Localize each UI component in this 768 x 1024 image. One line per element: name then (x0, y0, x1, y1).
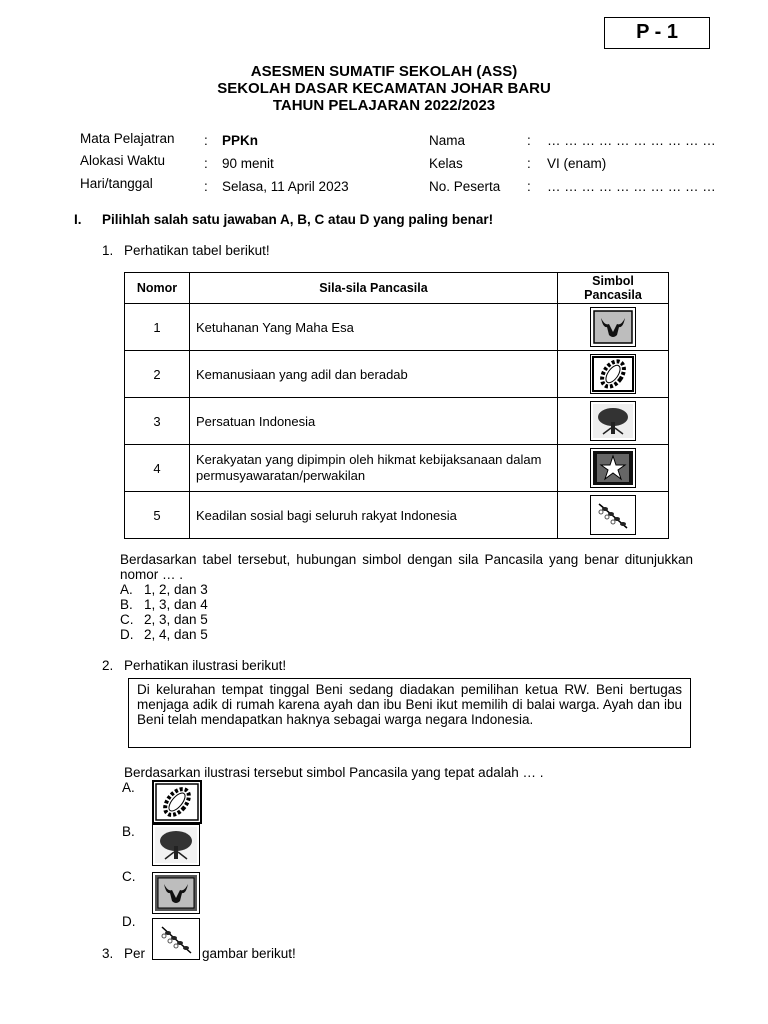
sep-time: : (204, 156, 208, 171)
row-sila: Persatuan Indonesia (190, 398, 558, 445)
q1-prompt: Perhatikan tabel berikut! (124, 243, 270, 258)
label-participant-no: No. Peserta (429, 179, 501, 194)
value-class: VI (enam) (547, 156, 607, 171)
row-number: 2 (125, 351, 190, 398)
table-row (125, 445, 669, 492)
table-row (125, 351, 669, 398)
table-row (125, 398, 669, 445)
row-symbol (558, 445, 669, 492)
title-line-2: SEKOLAH DASAR KECAMATAN JOHAR BARU (217, 80, 551, 97)
star-icon (590, 448, 636, 488)
label-class: Kelas (429, 156, 463, 171)
q2-number: 2. (102, 658, 114, 673)
sep-participant-no: : (527, 179, 531, 194)
row-symbol (558, 304, 669, 351)
q2-option-d-letter[interactable]: D. (122, 914, 136, 929)
table-row (125, 492, 669, 539)
chain-icon (590, 354, 636, 394)
row-sila: Kemanusiaan yang adil dan beradab (190, 351, 558, 398)
row-number: 5 (125, 492, 190, 539)
table-row (125, 304, 669, 351)
q2-option-a-letter[interactable]: A. (122, 780, 135, 795)
q1-option-a-letter[interactable]: A. (120, 582, 133, 597)
value-time: 90 menit (222, 156, 274, 171)
q2-question: Berdasarkan ilustrasi tersebut simbol Pancasila yang tepat adalah … . (124, 765, 544, 780)
header-nomor: Nomor (125, 273, 190, 304)
label-date: Hari/tanggal (80, 176, 153, 191)
q1-option-c-text[interactable]: 2, 3, dan 5 (144, 612, 208, 627)
title-line-1: ASESMEN SUMATIF SEKOLAH (ASS) (250, 63, 518, 80)
q1-option-b-letter[interactable]: B. (120, 597, 133, 612)
row-number: 4 (125, 445, 190, 492)
label-name: Nama (429, 133, 466, 148)
q2-prompt: Perhatikan ilustrasi berikut! (124, 658, 287, 673)
sep-class: : (527, 156, 531, 171)
row-number: 3 (125, 398, 190, 445)
label-subject: Mata Pelajatran (80, 131, 175, 146)
banteng-icon (590, 307, 636, 347)
q1-option-a-text[interactable]: 1, 2, dan 3 (144, 582, 208, 597)
pancasila-table (124, 272, 669, 539)
header-simbol: Simbol Pancasila (558, 273, 669, 304)
row-symbol (558, 351, 669, 398)
q1-option-d-text[interactable]: 2, 4, dan 5 (144, 627, 208, 642)
q3-prompt-start: Per (124, 946, 146, 961)
row-sila: Keadilan sosial bagi seluruh rakyat Indonesia (190, 492, 558, 539)
q3-number: 3. (102, 946, 114, 961)
value-date: Selasa, 11 April 2023 (222, 179, 349, 194)
row-number: 1 (125, 304, 190, 351)
sep-name: : (527, 133, 531, 148)
banyan-tree-icon[interactable] (152, 824, 200, 866)
q1-question: Berdasarkan tabel tersebut, hubungan simbol dengan sila Pancasila yang benar ditunjukkan nomor … . (120, 552, 693, 582)
label-time: Alokasi Waktu (80, 153, 166, 168)
section-instruction: Pilihlah salah satu jawaban A, B, C atau D yang paling benar! (102, 212, 494, 227)
value-subject: PPKn (222, 133, 259, 148)
q1-option-b-text[interactable]: 1, 3, dan 4 (144, 597, 208, 612)
q3-prompt-end: gambar berikut! (202, 946, 296, 961)
row-sila: Kerakyatan yang dipimpin oleh hikmat kebijaksanaan dalam permusyawaratan/perwakilan (190, 445, 558, 492)
chain-icon[interactable] (152, 780, 202, 824)
q1-number: 1. (102, 243, 114, 258)
q1-option-d-letter[interactable]: D. (120, 627, 134, 642)
value-participant-no: … … … … … … … … … … (547, 179, 716, 194)
rice-cotton-icon (590, 495, 636, 535)
row-symbol (558, 492, 669, 539)
sep-date: : (204, 179, 208, 194)
header-sila: Sila-sila Pancasila (190, 273, 558, 304)
q2-option-b-letter[interactable]: B. (122, 824, 135, 839)
document-code: P - 1 (604, 17, 710, 49)
banteng-icon[interactable] (152, 872, 200, 914)
row-symbol (558, 398, 669, 445)
banyan-tree-icon (590, 401, 636, 441)
sep-subject: : (204, 133, 208, 148)
q1-option-c-letter[interactable]: C. (120, 612, 134, 627)
value-name: … … … … … … … … … … (547, 133, 716, 148)
title-line-3: TAHUN PELAJARAN 2022/2023 (272, 97, 496, 114)
q2-story-box: Di kelurahan tempat tinggal Beni sedang diadakan pemilihan ketua RW. Beni bertugas menjaga adik di rumah karena ayah dan ibu Beni ikut memilih di balai warga. Ayah dan ibu Beni telah mendapatkan haknya sebagai warga negara Indonesia. (128, 678, 691, 748)
section-number: I. (74, 212, 82, 227)
table-header-row (125, 273, 669, 304)
rice-cotton-icon[interactable] (152, 918, 200, 960)
q2-option-c-letter[interactable]: C. (122, 869, 136, 884)
row-sila: Ketuhanan Yang Maha Esa (190, 304, 558, 351)
